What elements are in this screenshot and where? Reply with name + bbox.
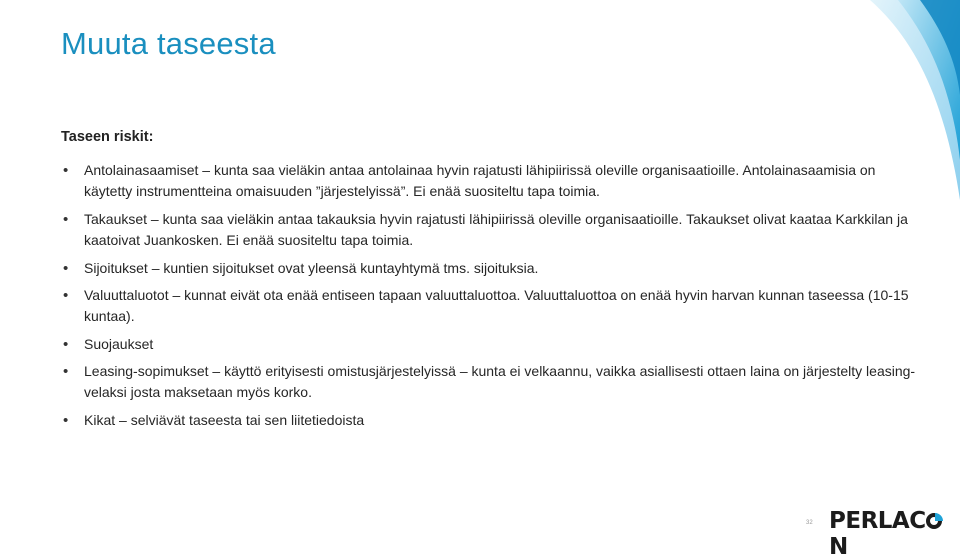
bullet-dot-icon: • <box>63 287 69 304</box>
list-item <box>61 361 921 403</box>
bullet-text: Antolainasaamiset – kunta saa vieläkin antaa antolainaa hyvin rajatusti lähipiirissä oleville organisaatioille. Antolainasaamisia on käytetty instrumentteina omaisuuden ”järjestelyissä”. Ei enää suositeltu tapa toimia. <box>84 162 876 199</box>
bullet-text: Leasing-sopimukset – käyttö erityisesti omistusjärjestelyissä – kunta ei velkaannu, vaikka asiallisesti ottaen laina on järjestelty leasing-velaksi josta maksetaan myös korko. <box>84 363 916 400</box>
bullet-text: Takaukset – kunta saa vieläkin antaa takauksia hyvin rajatusti lähipiirissä oleville organisaatioille. Takaukset olivat kaataa Karkkilan ja kaatoivat Juankosken. Ei enää suositeltu tapa toimia. <box>84 211 908 248</box>
bullet-dot-icon: • <box>63 363 69 380</box>
list-item <box>61 258 921 279</box>
logo-text-end: N <box>829 534 848 560</box>
logo-o-icon <box>926 513 942 529</box>
bullet-dot-icon: • <box>63 162 69 179</box>
logo-text-start: PERLAC <box>829 508 926 534</box>
list-item <box>61 410 921 431</box>
perlacon-logo <box>829 508 960 560</box>
bullet-text: Sijoitukset – kuntien sijoitukset ovat yleensä kuntayhtymä tms. sijoituksia. <box>84 260 539 276</box>
list-item <box>61 209 921 251</box>
bullet-text: Suojaukset <box>84 336 154 352</box>
list-item <box>61 160 921 202</box>
risk-bullet-list <box>61 160 921 431</box>
bullet-dot-icon: • <box>63 336 69 353</box>
bullet-text: Kikat – selviävät taseesta tai sen liitetiedoista <box>84 412 365 428</box>
page-number: 32 <box>806 520 813 526</box>
section-heading: Taseen riskit: <box>61 129 154 145</box>
bullet-text: Valuuttaluotot – kunnat eivät ota enää entiseen tapaan valuuttaluottoa. Valuuttaluottoa on enää hyvin harvan kunnan taseessa (10-15 kuntaa). <box>84 287 909 324</box>
slide-title: Muuta taseesta <box>61 26 276 61</box>
list-item <box>61 285 921 327</box>
bullet-dot-icon: • <box>63 412 69 429</box>
bullet-dot-icon: • <box>63 211 69 228</box>
bullet-dot-icon: • <box>63 260 69 277</box>
list-item <box>61 334 921 355</box>
